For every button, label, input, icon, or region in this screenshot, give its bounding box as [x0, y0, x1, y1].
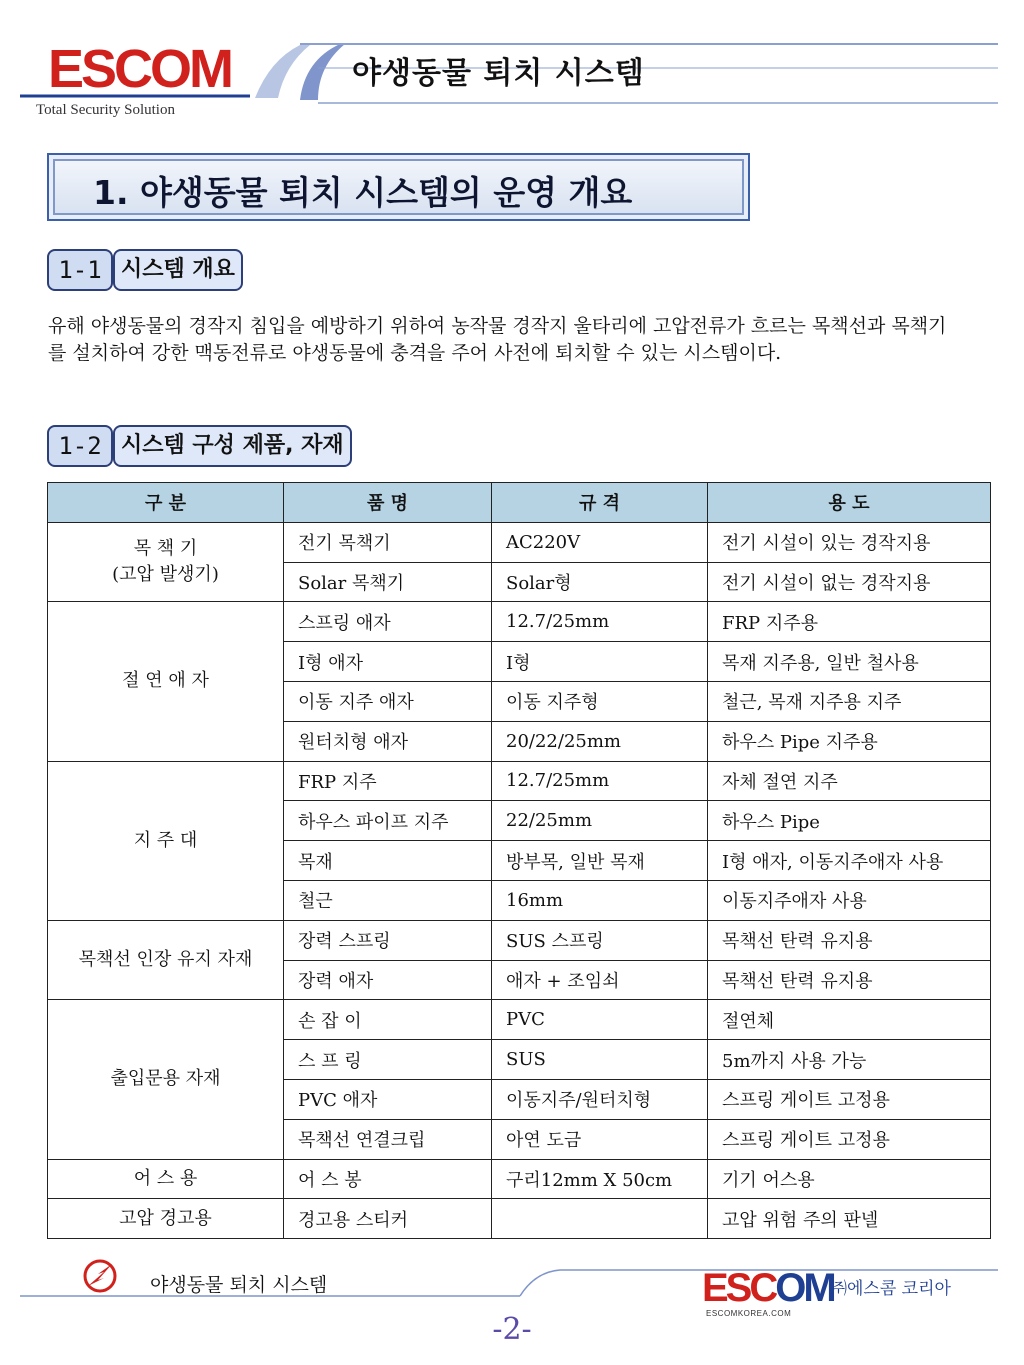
spec-cell: 구리12mm X 50cm — [492, 1159, 708, 1199]
spec-cell: 아연 도금 — [492, 1119, 708, 1159]
overview-paragraph: 유해 야생동물의 경작지 침입을 예방하기 위하여 농작물 경작지 울타리에 고압전류가 흐르는 목책선과 목책기를 설치하여 강한 맥동전류로 야생동물에 충격을 주어 사전에 퇴치할 수 있는 시스템이다. — [48, 315, 947, 364]
usage-cell: 절연체 — [708, 1000, 991, 1040]
item-name-cell: 목재 — [284, 841, 492, 881]
item-name-cell: I형 애자 — [284, 642, 492, 682]
table-row — [48, 522, 991, 562]
item-name-cell: 원터치형 애자 — [284, 721, 492, 761]
item-name-cell: 전기 목책기 — [284, 522, 492, 562]
item-name-cell: 경고용 스티커 — [284, 1199, 492, 1239]
item-name-cell: Solar 목책기 — [284, 562, 492, 602]
item-name-cell: 철근 — [284, 880, 492, 920]
footer-url: ESCOMKOREA.COM — [706, 1309, 792, 1318]
spec-cell: Solar형 — [492, 562, 708, 602]
spec-cell: 애자 + 조임쇠 — [492, 960, 708, 1000]
spec-cell — [492, 1199, 708, 1239]
usage-cell: I형 애자, 이동지주애자 사용 — [708, 841, 991, 881]
spec-cell: 12.7/25mm — [492, 761, 708, 801]
usage-cell: 전기 시설이 있는 경작지용 — [708, 522, 991, 562]
page-header — [0, 0, 1024, 130]
usage-cell: 기기 어스용 — [708, 1159, 991, 1199]
column-header: 구 분 — [48, 483, 284, 523]
usage-cell: 목책선 탄력 유지용 — [708, 960, 991, 1000]
column-header: 규 격 — [492, 483, 708, 523]
usage-cell: 자체 절연 지주 — [708, 761, 991, 801]
item-name-cell: PVC 애자 — [284, 1079, 492, 1119]
category-cell: 목 책 기 (고압 발생기) — [48, 522, 284, 602]
spec-cell: 22/25mm — [492, 801, 708, 841]
escom-logo: ESCOM — [48, 39, 232, 99]
column-header: 품 명 — [284, 483, 492, 523]
usage-cell: 스프링 게이트 고정용 — [708, 1079, 991, 1119]
usage-cell: FRP 지주용 — [708, 602, 991, 642]
item-name-cell: 장력 애자 — [284, 960, 492, 1000]
item-name-cell: 스 프 링 — [284, 1040, 492, 1080]
category-cell: 목책선 인장 유지 자재 — [48, 920, 284, 1000]
category-cell: 어 스 용 — [48, 1159, 284, 1199]
page-number: -2- — [492, 1312, 532, 1347]
item-name-cell: 손 잡 이 — [284, 1000, 492, 1040]
subheading-label: 시스템 개요 — [113, 249, 243, 291]
item-name-cell: 장력 스프링 — [284, 920, 492, 960]
table-row — [48, 602, 991, 642]
footer-emblem-icon — [85, 1261, 115, 1291]
usage-cell: 5m까지 사용 가능 — [708, 1040, 991, 1080]
components-table — [47, 482, 991, 1239]
footer-company: ㈜에스콤 코리아 — [830, 1279, 951, 1299]
usage-cell: 목재 지주용, 일반 철사용 — [708, 642, 991, 682]
usage-cell: 전기 시설이 없는 경작지용 — [708, 562, 991, 602]
table-row — [48, 920, 991, 960]
category-cell: 고압 경고용 — [48, 1199, 284, 1239]
item-name-cell: 스프링 애자 — [284, 602, 492, 642]
section-title-banner — [47, 153, 750, 221]
spec-cell: 20/22/25mm — [492, 721, 708, 761]
logo-tagline: Total Security Solution — [36, 102, 175, 118]
category-cell: 출입문용 자재 — [48, 1000, 284, 1159]
item-name-cell: 어 스 봉 — [284, 1159, 492, 1199]
category-cell: 지 주 대 — [48, 761, 284, 920]
category-cell: 절 연 애 자 — [48, 602, 284, 761]
usage-cell: 스프링 게이트 고정용 — [708, 1119, 991, 1159]
header-title: 야생동물 퇴치 시스템 — [352, 56, 645, 91]
usage-cell: 하우스 Pipe — [708, 801, 991, 841]
item-name-cell: 하우스 파이프 지주 — [284, 801, 492, 841]
subheading-number: 1-2 — [47, 425, 113, 467]
usage-cell: 이동지주애자 사용 — [708, 880, 991, 920]
table-row — [48, 1000, 991, 1040]
table-row — [48, 1199, 991, 1239]
spec-cell: AC220V — [492, 522, 708, 562]
spec-cell: SUS — [492, 1040, 708, 1080]
spec-cell: 이동 지주형 — [492, 681, 708, 721]
spec-cell: 방부목, 일반 목재 — [492, 841, 708, 881]
subheading-number: 1-1 — [47, 249, 113, 291]
table-row — [48, 1159, 991, 1199]
section-title: 1. 야생동물 퇴치 시스템의 운영 개요 — [93, 173, 633, 212]
item-name-cell: FRP 지주 — [284, 761, 492, 801]
spec-cell: PVC — [492, 1000, 708, 1040]
column-header: 용 도 — [708, 483, 991, 523]
table-header-row — [48, 483, 991, 523]
spec-cell: 이동지주/원터치형 — [492, 1079, 708, 1119]
item-name-cell: 이동 지주 애자 — [284, 681, 492, 721]
usage-cell: 하우스 Pipe 지주용 — [708, 721, 991, 761]
spec-cell: SUS 스프링 — [492, 920, 708, 960]
usage-cell: 목책선 탄력 유지용 — [708, 920, 991, 960]
table-row — [48, 761, 991, 801]
usage-cell: 고압 위험 주의 판넬 — [708, 1199, 991, 1239]
footer-title: 야생동물 퇴치 시스템 — [150, 1274, 328, 1296]
spec-cell: I형 — [492, 642, 708, 682]
spec-cell: 12.7/25mm — [492, 602, 708, 642]
subheading-label: 시스템 구성 제품, 자재 — [113, 425, 352, 467]
usage-cell: 철근, 목재 지주용 지주 — [708, 681, 991, 721]
spec-cell: 16mm — [492, 880, 708, 920]
footer-logo: ESCOM — [702, 1266, 834, 1310]
item-name-cell: 목책선 연결크립 — [284, 1119, 492, 1159]
